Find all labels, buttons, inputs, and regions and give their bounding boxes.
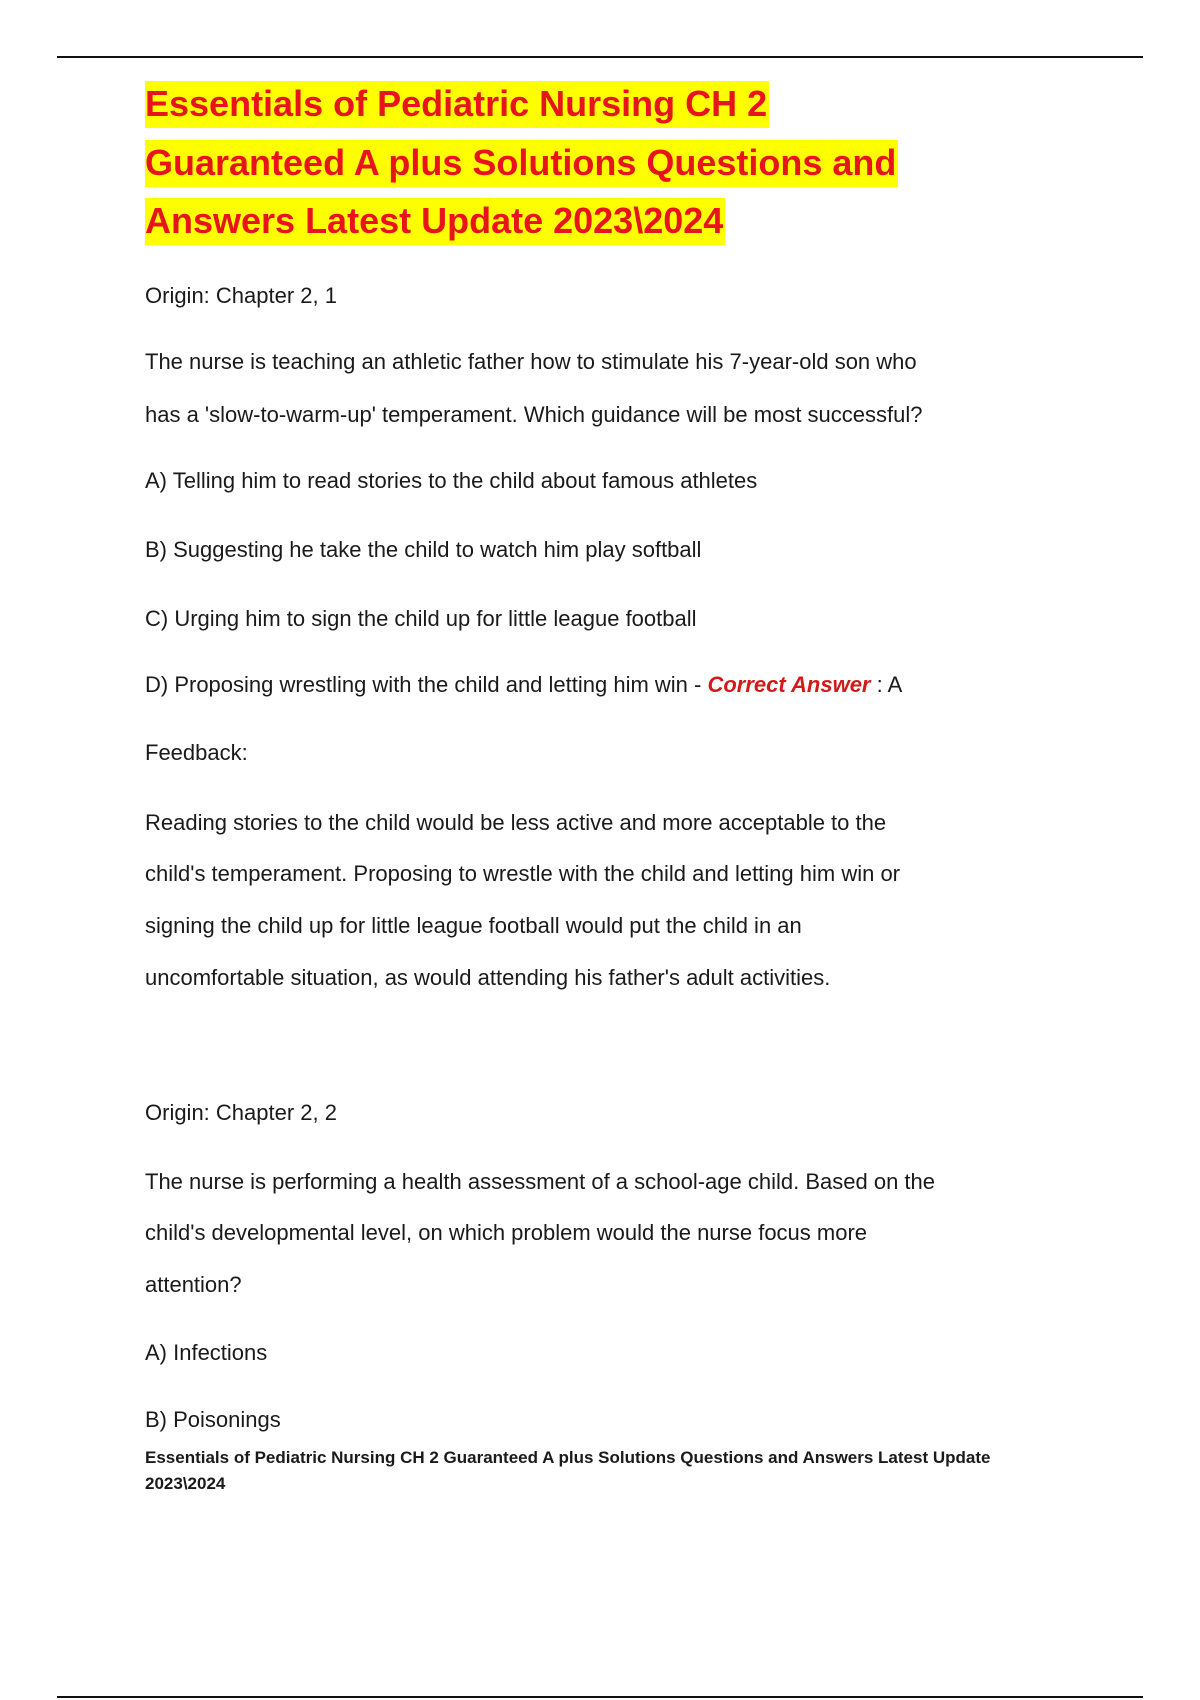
- feedback-text: signing the child up for little league football would put the child in an: [145, 913, 802, 938]
- question-text: attention?: [145, 1272, 242, 1297]
- feedback-text: uncomfortable situation, as would attending his father's adult activities.: [145, 965, 831, 990]
- title-line: Guaranteed A plus Solutions Questions and: [145, 134, 898, 192]
- option-c: C) Urging him to sign the child up for little league football: [145, 606, 697, 631]
- option-a: A) Infections: [145, 1340, 268, 1365]
- footer-line: Essentials of Pediatric Nursing CH 2 Guaranteed A plus Solutions Questions and Answers Latest Update: [145, 1448, 991, 1467]
- correct-answer-label: Correct Answer: [707, 672, 871, 697]
- bottom-rule: [57, 1696, 1143, 1698]
- feedback-text: Reading stories to the child would be less active and more acceptable to the: [145, 810, 887, 835]
- option-b: B) Suggesting he take the child to watch him play softball: [145, 537, 702, 562]
- title-line: Answers Latest Update 2023\2024: [145, 192, 725, 250]
- question-text: The nurse is performing a health assessment of a school-age child. Based on the: [145, 1169, 936, 1194]
- feedback-text: child's temperament. Proposing to wrestle with the child and letting him win or: [145, 861, 901, 886]
- option-a: A) Telling him to read stories to the child about famous athletes: [145, 468, 758, 493]
- question-text: child's developmental level, on which problem would the nurse focus more: [145, 1220, 868, 1245]
- origin-label: Origin: Chapter 2, 2: [145, 1100, 337, 1125]
- option-d: [145, 665, 902, 705]
- question-text: The nurse is teaching an athletic father how to stimulate his 7-year-old son who: [145, 349, 917, 374]
- origin-label: Origin: Chapter 2, 1: [145, 283, 337, 308]
- option-d-text: D) Proposing wrestling with the child and letting him win -: [145, 672, 708, 697]
- footer-line: 2023\2024: [145, 1474, 226, 1493]
- question-text: has a 'slow-to-warm-up' temperament. Which guidance will be most successful?: [145, 402, 923, 427]
- top-rule: [57, 56, 1143, 58]
- title-line: Essentials of Pediatric Nursing CH 2: [145, 75, 769, 133]
- option-b: B) Poisonings: [145, 1407, 281, 1432]
- correct-answer-value: : A: [870, 672, 903, 697]
- feedback-label: Feedback:: [145, 740, 248, 765]
